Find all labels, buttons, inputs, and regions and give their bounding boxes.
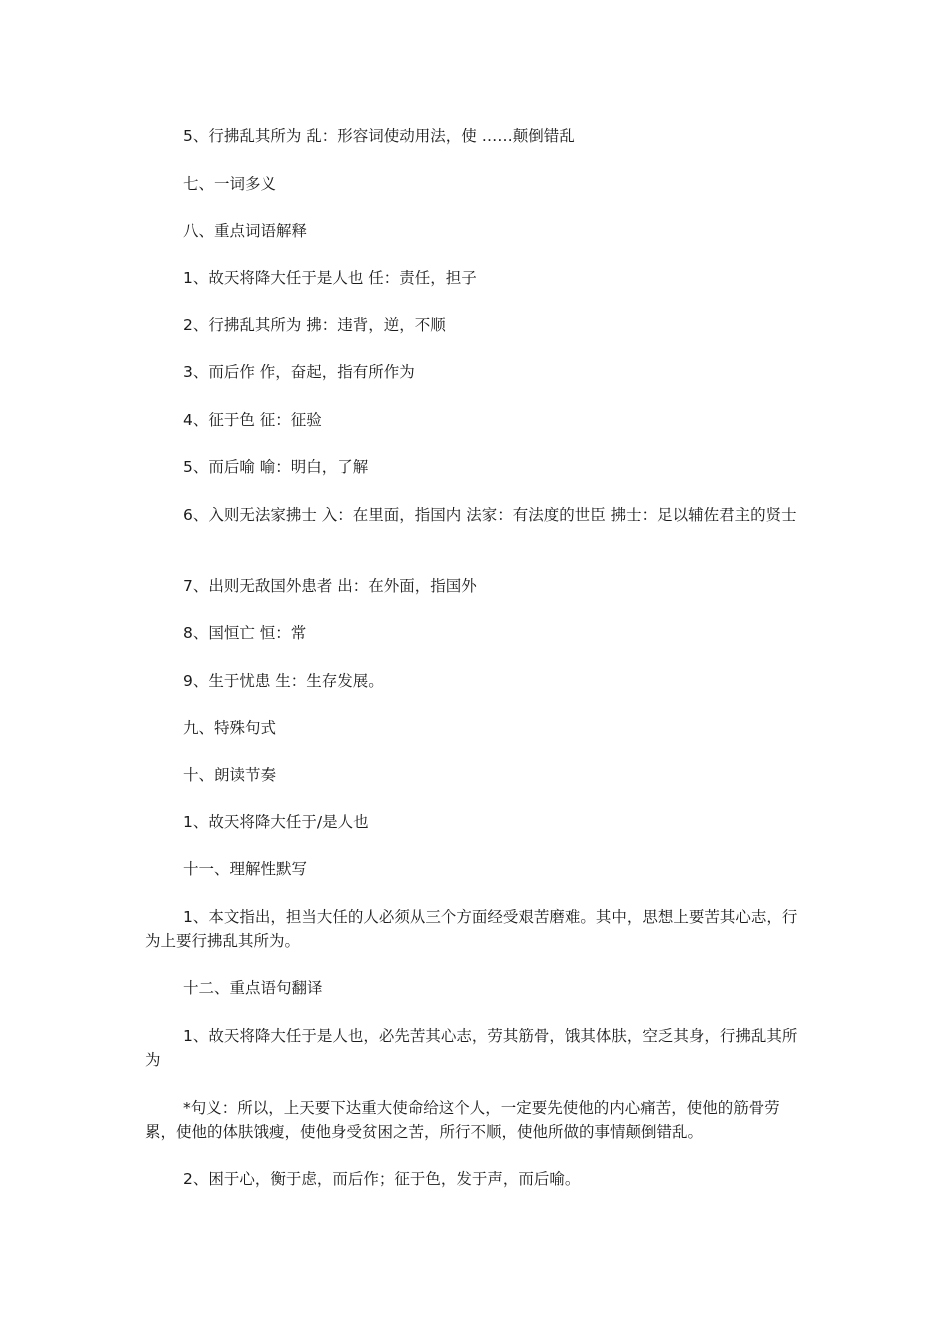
paragraph: 1、故天将降大任于是人也，必先苦其心志，劳其筋骨，饿其体肤，空乏其身，行拂乱其所为 bbox=[145, 1027, 798, 1069]
paragraph: 3、而后作 作，奋起，指有所作为 bbox=[183, 363, 415, 381]
paragraph: 8、国恒亡 恒：常 bbox=[183, 624, 307, 642]
section-heading: 十一、理解性默写 bbox=[183, 860, 308, 878]
paragraph: 7、出则无敌国外患者 出：在外面，指国外 bbox=[183, 577, 477, 595]
section-heading: 十、朗读节奏 bbox=[183, 766, 277, 784]
paragraph: 1、本文指出，担当大任的人必须从三个方面经受艰苦磨难。其中，思想上要苦其心志，行为上要行拂乱其所为。 bbox=[145, 908, 798, 950]
paragraph: *句义：所以，上天要下达重大使命给这个人，一定要先使他的内心痛苦，使他的筋骨劳累，使他的体肤饿瘦，使他身受贫困之苦，所行不顺，使他所做的事情颠倒错乱。 bbox=[145, 1099, 780, 1141]
paragraph: 2、行拂乱其所为 拂：违背，逆，不顺 bbox=[183, 316, 446, 334]
section-heading: 十二、重点语句翻译 bbox=[183, 979, 323, 997]
paragraph: 4、征于色 征：征验 bbox=[183, 411, 322, 429]
paragraph: 1、故天将降大任于是人也 任：责任，担子 bbox=[183, 269, 477, 287]
paragraph: 9、生于忧患 生：生存发展。 bbox=[183, 672, 384, 690]
paragraph: 6、入则无法家拂士 入：在里面，指国内 法家：有法度的世臣 拂士：足以辅佐君主的贤士 bbox=[183, 506, 797, 524]
paragraph: 5、而后喻 喻：明白，了解 bbox=[183, 458, 369, 476]
section-heading: 七、一词多义 bbox=[183, 175, 277, 193]
section-heading: 九、特殊句式 bbox=[183, 719, 277, 737]
paragraph: 5、行拂乱其所为 乱：形容词使动用法，使 ……颠倒错乱 bbox=[183, 127, 575, 145]
paragraph: 2、困于心，衡于虑，而后作；征于色，发于声，而后喻。 bbox=[183, 1170, 581, 1188]
paragraph: 1、故天将降大任于/是人也 bbox=[183, 813, 369, 831]
section-heading: 八、重点词语解释 bbox=[183, 222, 308, 240]
